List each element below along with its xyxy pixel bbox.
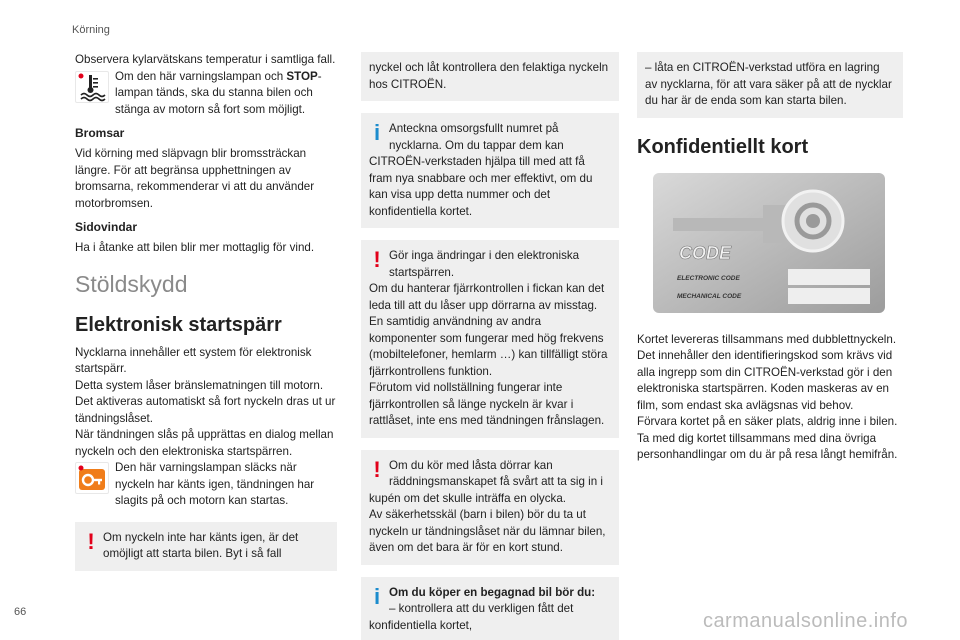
note-info <box>361 113 619 228</box>
card-mechanical-label: MECHANICAL CODE <box>677 292 742 300</box>
note-text: Förutom vid nollställning fungerar inte fjärrkontrollen så länge nyckeln är kvar i rattlåset, inte ens med tändningen frånslagen. <box>369 381 605 427</box>
card-code-label: CODE <box>679 242 732 263</box>
exclamation-icon: ! <box>373 247 381 272</box>
note-text: nyckel och låt kontrollera den felaktiga nyckeln hos CITROËN. <box>369 61 609 91</box>
heading-confidential-card: Konfidentiellt kort <box>637 135 809 158</box>
paragraph: När tändningen slås på upprättas en dialog mellan nyckeln och den elektroniska startspärren. <box>75 428 334 458</box>
note-text: Om du kör med låsta dörrar kan räddningsmanskapet få svårt att ta sig in i kupén om det skulle inträffa en olycka. <box>369 458 603 505</box>
section-header: Körning <box>72 24 110 36</box>
exclamation-icon: ! <box>373 456 381 482</box>
section-title: Stöldskydd <box>75 270 188 297</box>
note-text: En samtidig användning av andra komponenter som fungerar med hög frekvens (mobiltelefoner, hemlarm …) kan tillfälligt störa fjärrkontrollens funktion. <box>369 315 608 378</box>
note-continued <box>361 52 619 101</box>
paragraph: Det innehåller den identifieringskod som krävs vid alla ingrepp som din CITROËN-verkstad gör i den elektroniska startspärren. Koden maskeras av en film, som endast ska avlägsnas vid behov. <box>637 349 893 412</box>
coolant-temperature-icon <box>75 71 109 103</box>
column-3 <box>637 52 903 464</box>
paragraph: Kortet levereras tillsammans med dubblettnyckeln. <box>637 332 897 346</box>
paragraph-crosswind: Ha i åtanke att bilen blir mer mottaglig för vind. <box>75 241 315 254</box>
note-text: Gör inga ändringar i den elektroniska startspärren. <box>389 249 580 279</box>
note-heading: Om du köper en begagnad bil bör du: <box>389 585 596 599</box>
info-icon: i <box>373 120 381 145</box>
page-number: 66 <box>14 606 27 618</box>
heading-crosswind: Sidovindar <box>75 220 138 234</box>
note-text: – kontrollera att du verkligen fått det konfidentiella kortet, <box>369 602 574 632</box>
immobiliser-key-icon <box>75 462 109 494</box>
note-text: – låta en CITROËN-verkstad utföra en lagring av nycklarna, för att vara säker på att de nycklar du har är de enda som kan starta bilen. <box>645 61 892 107</box>
note-text: Anteckna omsorgsfullt numret på nycklarna. Om du tappar dem kan CITROËN-verkstaden hjälpa till med att få fram nya snabbare och mer effektivt, om du kan visa upp detta nummer och det konfidentiella kortet. <box>369 122 593 218</box>
warning-immobiliser <box>75 460 337 510</box>
note-warning <box>361 450 619 565</box>
warning-text: Om den här varningslampan och <box>115 69 287 83</box>
card-electronic-label: ELECTRONIC CODE <box>677 274 740 282</box>
column-1 <box>75 52 337 583</box>
note-warning <box>75 522 337 571</box>
watermark: carmanualsonline.info <box>702 610 908 632</box>
heading-brakes: Bromsar <box>75 126 125 140</box>
note-info <box>361 577 619 640</box>
note-text: Av säkerhetsskäl (barn i bilen) bör du ta ut nyckeln ur tändningslåset när du lämnar bilen, även om det bara är för en kort stund. <box>369 508 606 554</box>
info-icon: i <box>373 583 381 609</box>
warning-text: Den här varningslampan släcks när nyckeln har känts igen, tändningen har slagits på och motorn kan startas. <box>115 461 315 507</box>
heading-immobiliser: Elektronisk startspärr <box>75 313 282 336</box>
paragraph-brakes: Vid körning med släpvagn blir bromssträckan längre. För att begränsa upphettningen av bromsarna, rekommenderar vi att du använder motorbromsen. <box>75 147 315 210</box>
paragraph: Förvara kortet på en säker plats, aldrig inne i bilen. <box>637 415 898 428</box>
paragraph: Ta med dig kortet tillsammans med dina övriga personhandlingar om du är på resa långt hemifrån. <box>637 431 898 461</box>
confidential-card-image <box>653 173 885 313</box>
paragraph: Detta system låser bränslematningen till motorn. Det aktiveras automatiskt så fort nyckeln dras ut ur tändningslåset. <box>75 378 336 425</box>
note-text: Om nyckeln inte har känts igen, är det omöjligt att starta bilen. Byt i så fall <box>103 530 299 560</box>
paragraph: Observera kylarvätskans temperatur i samtliga fall. <box>75 53 336 66</box>
note-continued <box>637 52 903 118</box>
exclamation-icon: ! <box>87 528 95 554</box>
note-warning <box>361 240 619 438</box>
warning-text: -lampan tänds, ska du stanna bilen och stänga av motorn så fort som möjligt. <box>115 69 322 116</box>
note-text: Om du hanterar fjärrkontrollen i fickan kan det leda till att du låser upp dörrarna av misstag. <box>369 282 605 312</box>
paragraph: Nycklarna innehåller ett system för elektronisk startspärr. <box>75 345 312 375</box>
column-2 <box>361 52 619 640</box>
warning-coolant <box>75 69 337 119</box>
stop-label: STOP <box>286 69 318 83</box>
